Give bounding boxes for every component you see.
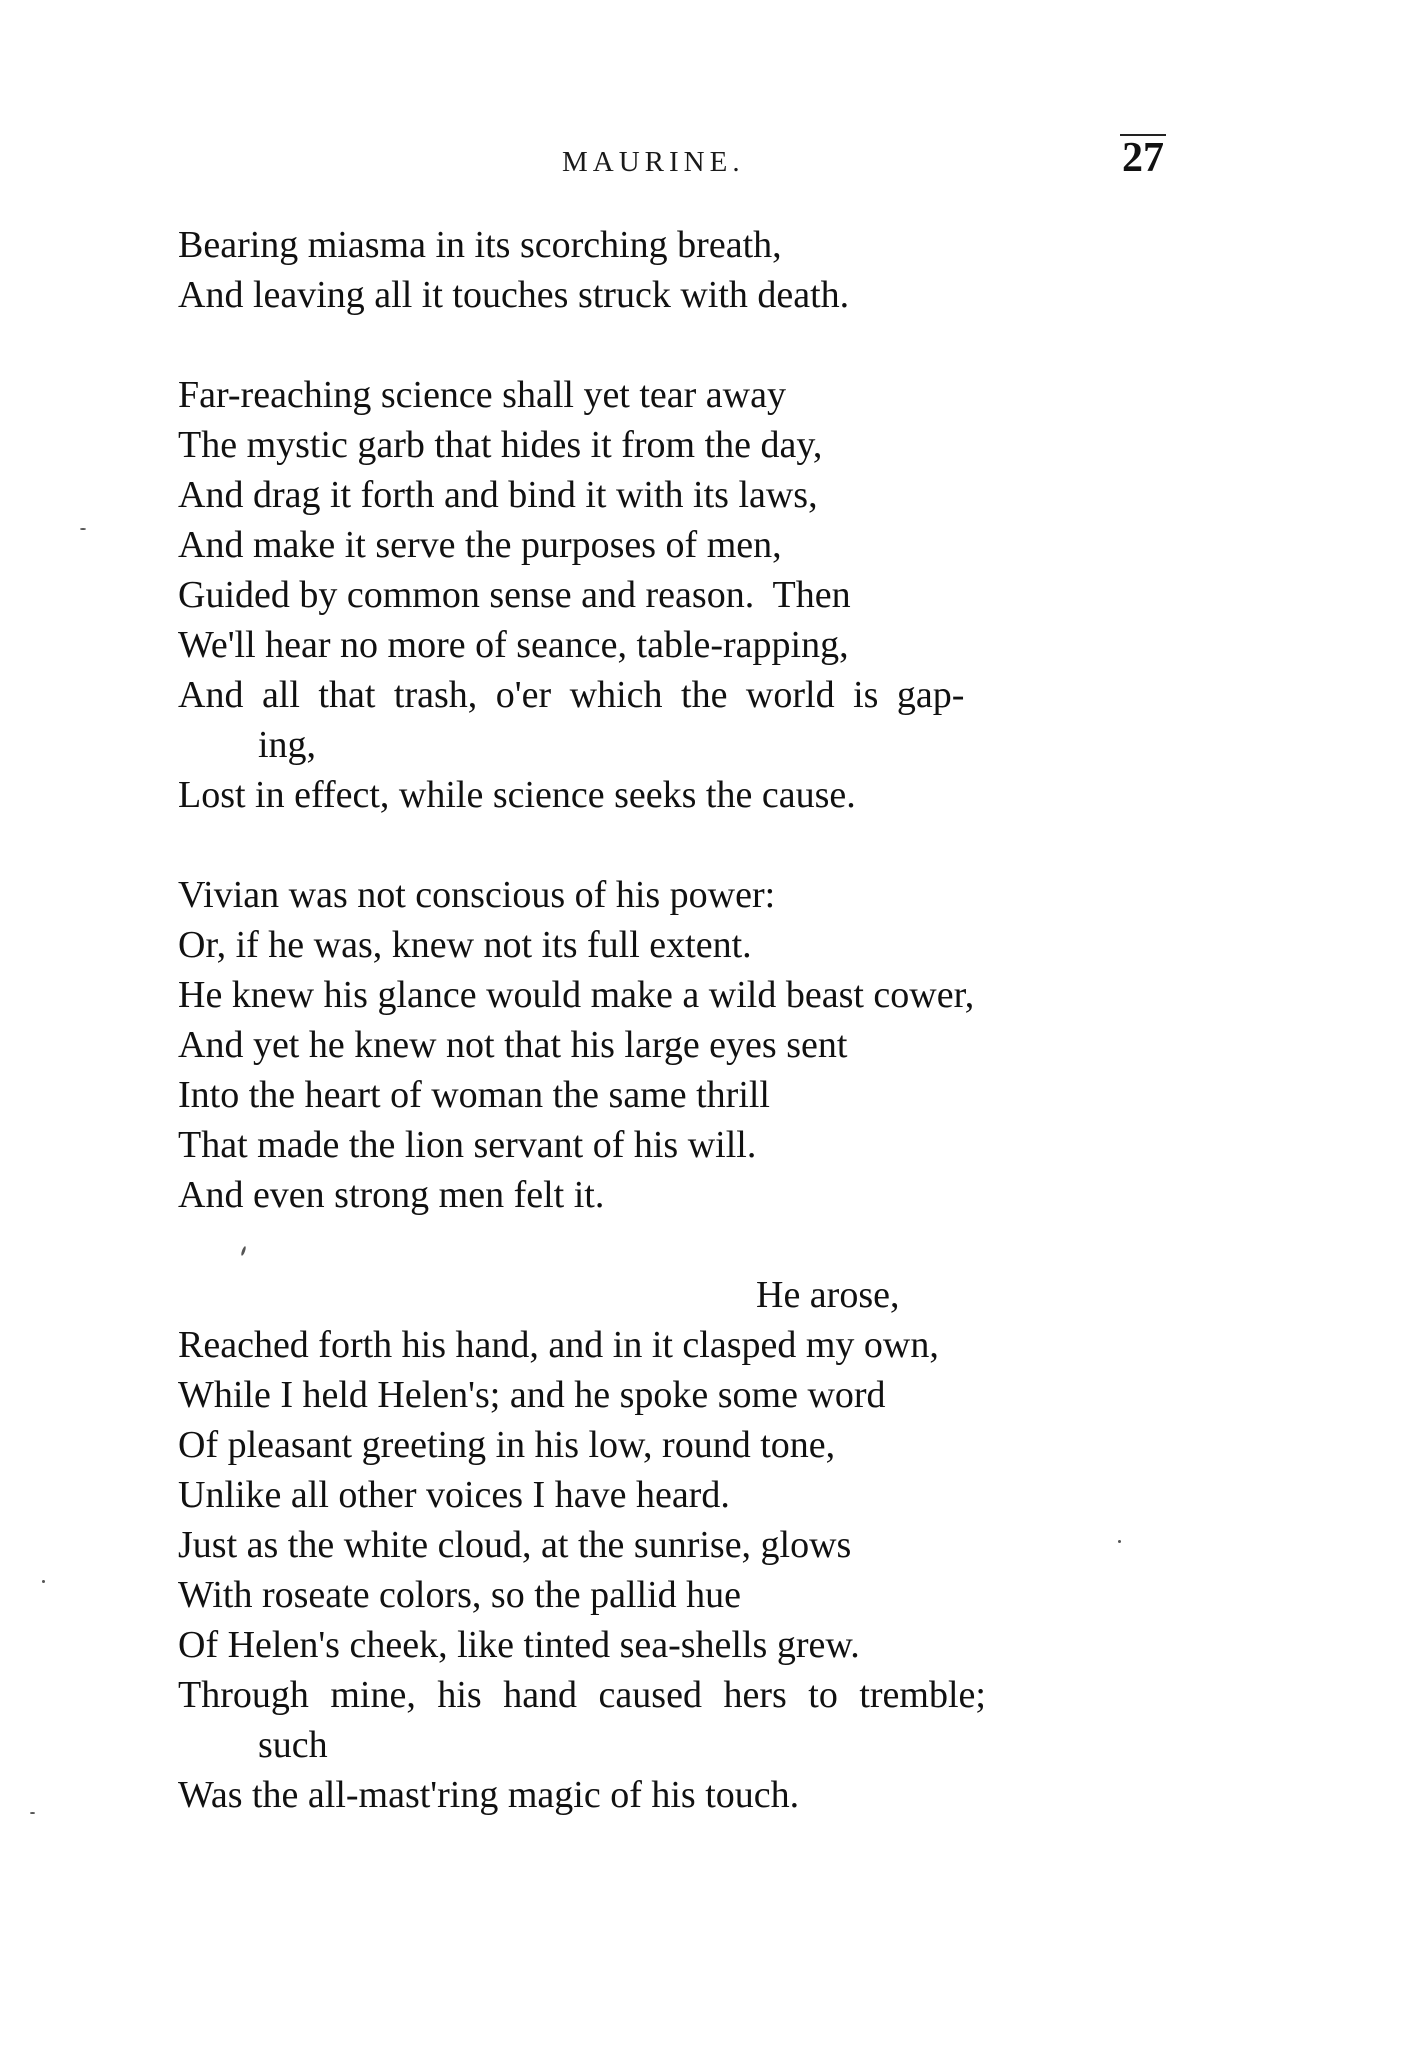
scan-speck xyxy=(30,1812,35,1814)
poem-line: Lost in effect, while science seeks the cause. xyxy=(178,774,856,816)
poem-line: And even strong men felt it. xyxy=(178,1174,605,1216)
poem-line-half: He arose, xyxy=(756,1274,900,1316)
poem-line: Or, if he was, knew not its full extent. xyxy=(178,924,752,966)
poem-line: Just as the white cloud, at the sunrise, glows xyxy=(178,1524,852,1566)
poem-line-justified: And all that trash, o'er which the world is gap- xyxy=(178,674,965,716)
poem-line: We'll hear no more of seance, table-rapping, xyxy=(178,624,849,666)
page-number: 27 xyxy=(1122,135,1164,181)
poem-line-turnover: such xyxy=(258,1724,328,1766)
poem-line: And make it serve the purposes of men, xyxy=(178,524,782,566)
poem-line: Far-reaching science shall yet tear away xyxy=(178,374,786,416)
poem-line: And drag it forth and bind it with its laws, xyxy=(178,474,818,516)
poem-line-turnover: ing, xyxy=(258,724,317,766)
poem-text xyxy=(178,220,1178,1870)
poem-line: Unlike all other voices I have heard. xyxy=(178,1474,730,1516)
stanza-1 xyxy=(178,220,1178,320)
poem-line: Bearing miasma in its scorching breath, xyxy=(178,224,782,266)
poem-line: With roseate colors, so the pallid hue xyxy=(178,1574,742,1616)
scan-speck xyxy=(80,528,86,530)
scan-speck xyxy=(1118,1540,1121,1543)
poem-line: And leaving all it touches struck with death. xyxy=(178,274,850,316)
poem-line: Vivian was not conscious of his power: xyxy=(178,874,776,916)
poem-line: The mystic garb that hides it from the day, xyxy=(178,424,823,466)
stanza-4 xyxy=(178,1270,1178,1820)
scan-speck xyxy=(42,1580,45,1583)
poem-line: While I held Helen's; and he spoke some word xyxy=(178,1374,886,1416)
poem-line: Reached forth his hand, and in it clasped my own, xyxy=(178,1324,939,1366)
poem-line: He knew his glance would make a wild beast cower, xyxy=(178,974,975,1016)
stanza-3 xyxy=(178,870,1178,1220)
stanza-2 xyxy=(178,370,1178,820)
poem-line: Of Helen's cheek, like tinted sea-shells grew. xyxy=(178,1624,860,1666)
running-title: MAURINE. xyxy=(562,146,745,178)
poem-line: Into the heart of woman the same thrill xyxy=(178,1074,770,1116)
poem-line: That made the lion servant of his will. xyxy=(178,1124,757,1166)
page-header xyxy=(0,135,1428,190)
poem-line: Guided by common sense and reason. Then xyxy=(178,574,851,616)
poem-line: Was the all-mast'ring magic of his touch. xyxy=(178,1774,800,1816)
poem-line-justified: Through mine, his hand caused hers to tremble; xyxy=(178,1674,986,1716)
poem-line: Of pleasant greeting in his low, round tone, xyxy=(178,1424,836,1466)
poem-line: And yet he knew not that his large eyes sent xyxy=(178,1024,848,1066)
